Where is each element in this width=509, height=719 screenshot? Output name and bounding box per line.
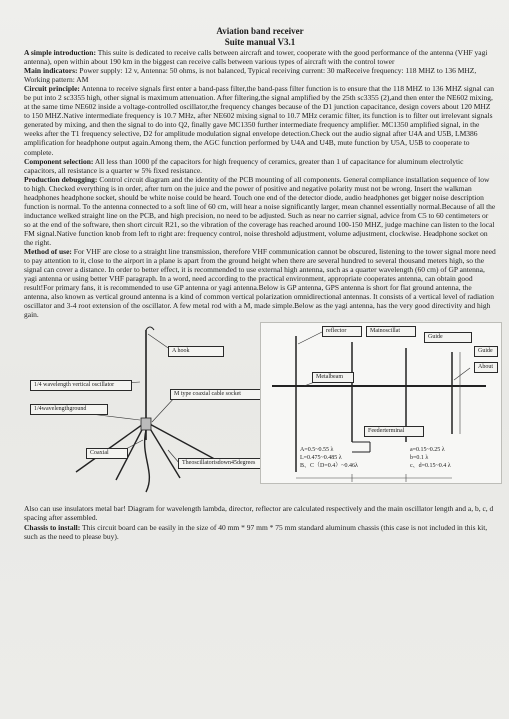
manual-content — [24, 26, 496, 541]
param-a-spacing: a=0.15~0.25 λ — [410, 447, 445, 454]
param-a: A=0.5~0.55 λ — [300, 447, 334, 454]
circuit-paragraph — [24, 84, 496, 156]
guide-label-2: Guide — [474, 346, 498, 357]
intro-text: This suite is dedicated to receive calls between aircraft and tower, cooperate with the good performance of the antenna (VHF yagi antenna), open within about 190 km in the biggest can receive calls between various types of aircraft with the control tower — [24, 48, 488, 67]
yagi-params-right — [410, 446, 451, 470]
gp-antenna-diagram — [28, 322, 286, 502]
chassis-paragraph — [24, 523, 496, 541]
param-l: L=0.475~0.485 λ — [300, 455, 342, 462]
component-text: All less than 1000 pf the capacitors for high frequency of ceramics, greater than 1 uf capacitance for aluminum electrolytic capacitors, all resistance is a quarter w 5% fixed resistance. — [24, 156, 464, 175]
method-label: Method of use: — [24, 247, 72, 257]
coaxial-socket-label: M type coaxial cable socket — [170, 389, 266, 400]
coaxial-label: Coaxial — [86, 448, 128, 459]
yagi-antenna-drawing — [260, 322, 500, 482]
document-title: Aviation band receiver — [216, 26, 304, 36]
metal-beam-label: Metalbeam — [312, 372, 354, 383]
antenna-figures — [24, 322, 496, 502]
component-paragraph — [24, 157, 496, 175]
about-label: About — [474, 362, 498, 373]
ground-label: 1/4wavelengthground — [30, 404, 108, 415]
chassis-label: Chassis to install: — [24, 522, 81, 532]
production-text: Control circuit diagram and the identity of the PCB mounting of all components. General compliance installation sequence of low to high. Checked everything is in order, after turn on the juice and the power of positive and negative polarity must not be wrong. Insert the walkman headphones headphone socket, should be white noise could be heard. Touch one end of the detector diode, audio headphones get bigger noise description function is normal. To the antenna connected to a soft line of 60 cm, will hear a noise significantly larger, mean channel essentially normal.Because of all the inductance welked straight line on the PCB, and high precision, no need to be adjusted. Such as near no carrier signal, advice from C5 to 60 centimeters or so at the end of the software, then short circuit R21, so the vibration of the coverage has reached around 100-150 MHZ, judge machine can listen to the local FM signal.Native function knob from left to right are: frequency control, noise threshold adjustment, volume adjustment, clockwise. Headphone socket on the right. — [24, 174, 496, 247]
intro-paragraph — [24, 48, 496, 66]
production-label: Production debugging: — [24, 174, 98, 184]
indicators-paragraph — [24, 66, 496, 84]
after-figure-text: Also can use insulators metal bar! Diagram for wavelength lambda, director, reflector are calculated respectively and the main oscillator length and a, b, c, d spacing after assembled. — [24, 504, 494, 523]
indicators-text: Power supply: 12 v, Antenna: 50 ohms, is not balanced, Typical receiving current: 30 maReceive frequency: 118 MHZ to 136 MHZ, Working pattern: AM — [24, 66, 477, 85]
param-b-spacing: b=0.1 λ — [410, 455, 429, 462]
component-label: Component selection: — [24, 156, 94, 166]
production-paragraph — [24, 175, 496, 247]
yagi-antenna-diagram — [260, 322, 500, 502]
hook-label: A hook — [168, 346, 224, 357]
circuit-label: Circuit principle: — [24, 84, 80, 94]
document-subtitle: Suite manual V3.1 — [224, 37, 296, 47]
indicators-label: Main indicators: — [24, 66, 78, 76]
reflector-label: reflector — [322, 326, 362, 337]
param-cd-spacing: c、d=0.15~0.4 λ — [410, 463, 451, 470]
vertical-oscillator-label: 1/4 wavelength vertical oscillator — [30, 380, 132, 391]
oscillator-angle-label: Theoscillatorisdown45degrees — [178, 458, 282, 469]
guide-label-1: Guide — [424, 332, 472, 343]
param-bcd: B、C（D=0.4）~0.46λ — [300, 463, 358, 470]
yagi-params-left — [300, 446, 358, 470]
main-oscillator-label: Mainoscillat — [366, 326, 416, 337]
after-figure-paragraph — [24, 504, 496, 522]
feeder-terminal-label: Feederterminal — [364, 426, 424, 437]
method-paragraph — [24, 247, 496, 319]
chassis-text: This circuit board can be easily in the size of 40 mm * 97 mm * 75 mm standard aluminum chassis (this case is not included in this kit, such as the need to please buy). — [24, 522, 488, 541]
circuit-text: Antenna to receive signals first enter a band-pass filter,the band-pass filter function is to ensure that the 118 MHZ to 136 MHZ signal can be put into 2 sc3355 high, other signal is maximum attenuation. After filtering,the signal amplified by the 25th sc3355 (2),and then enter the NE602 mixing, at the same time NE602 inside a voltage-controlled oscillator,the frequency changes because of the D1 junction capacitance, design covers about 120 MHZ to 150 MHZ.Native intermediate frequency is 10.7 MHz, after NE602 mixing signal to 10.7 MHz ceramic filter, its function is to filter out irrelevant signals generated by mixing, and then the signal to do into Q2, finally gave MC1350 further intermediate frequency amplifier. MC1350 amplified signal, in the weeks after the T1 frequency selective, D2 for amplitude modulation signal envelope detection.Check out the audio signal after U4A and U5B, LM386 amplification for headphone output again.Among them, the AGC function performed by U4A and U4B, mute function by U5A, U5B to cooperate to complete. — [24, 84, 495, 157]
method-text: For VHF are close to a straight line transmission, therefore VHF communication cannot be obscured, listening to the tower signal more need to pay attention to it, close to the airport in a plane is apart from the ground height when there are several hundred to several thousand meters high, so the signal can cover a distance. In order to better effect, it is recommended to use external high antenna, such as a quarter wavelength (60 cm) of GP antenna, yagi antenna or using better VHF paragraph. In a word, need according to the practical environment, appropriate cooperates antenna, can obtain good result!For primary fans, it is recommended to use GP antenna or yagi antenna.Below is GP antenna, GPS antenna is short for flat ground antenna, the antenna, also known as vertical ground antenna is a kind of common vertical polarization omnidirectional antennas. It consists of a vertical level of radiation oscillator and 3-4 root extension of the oscillator. A few metal rod with a M, made simple.Below as the yagi antenna, has the very good directivity and high gain. — [24, 247, 496, 320]
intro-label: A simple introduction: — [24, 48, 96, 57]
